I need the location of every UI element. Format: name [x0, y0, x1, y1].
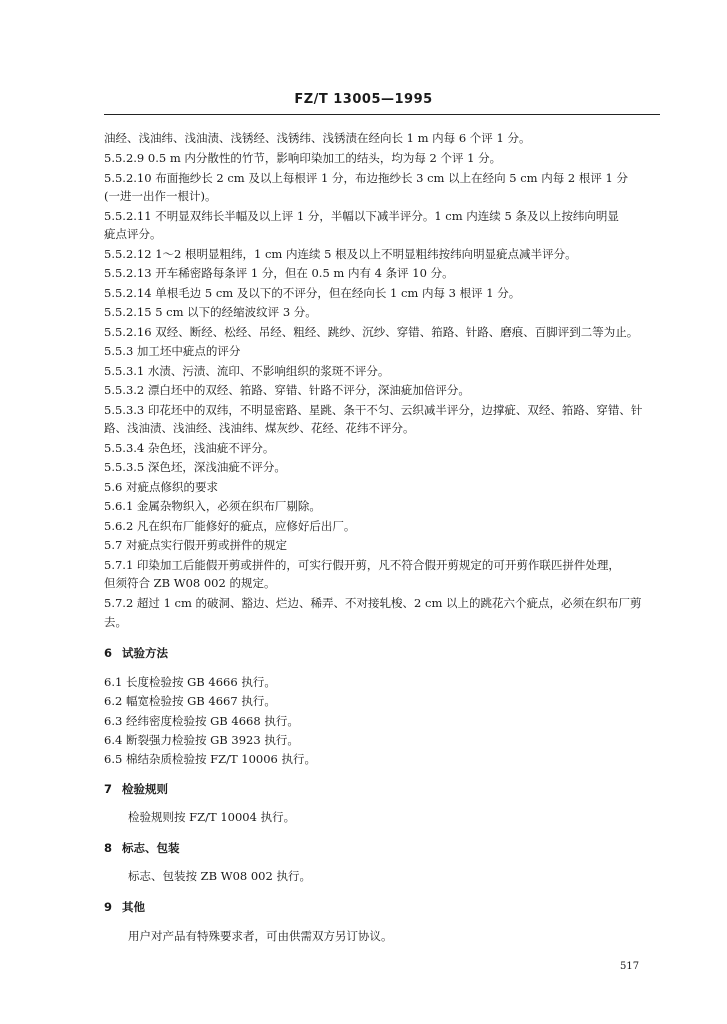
clause-5-5-2-12: 5.5.2.12 1～2 根明显粗纬，1 cm 内连续 5 根及以上不明显粗纬按纬向明显疵点减半评分。	[104, 247, 577, 261]
section-title: 检验规则	[122, 782, 169, 796]
section-number: 8	[104, 841, 113, 855]
clause-5-5-2-16: 5.5.2.16 双经、断经、松经、吊经、粗经、跳纱、沉纱、穿错、筘路、针路、磨痕、百脚评到二等为止。	[104, 325, 639, 339]
clause-5-7-1: 5.7.1 印染加工后能假开剪或拼件的，可实行假开剪，凡不符合假开剪规定的可开剪作联匹拼件处理，	[104, 558, 620, 572]
text-line: 油经、浅油纬、浅油渍、浅锈经、浅锈纬、浅锈渍在经向长 1 m 内每 6 个评 1 分。	[104, 131, 531, 145]
clause-6-1: 6.1 长度检验按 GB 4666 执行。	[104, 675, 276, 689]
section-7-heading	[104, 782, 664, 797]
clause-5-6-2: 5.6.2 凡在织布厂能修好的疵点，应修好后出厂。	[104, 519, 356, 533]
clause-5-5-3: 5.5.3 加工坯中疵点的评分	[104, 344, 241, 358]
standard-code-header: FZ/T 13005—1995	[294, 92, 433, 107]
text-line: 疵点评分。	[104, 227, 162, 241]
section-number: 7	[104, 782, 113, 796]
clause-5-5-3-1: 5.5.3.1 水渍、污渍、流印、不影响组织的浆斑不评分。	[104, 364, 390, 378]
clause-5-5-3-3: 5.5.3.3 印花坯中的双纬，不明显密路、星跳、条干不匀、云织减半评分，边撑疵、双经、筘路、穿错、针	[104, 403, 643, 417]
clause-5-6-1: 5.6.1 金属杂物织入，必须在织布厂剔除。	[104, 499, 321, 513]
text-line: (一进一出作一根计)。	[104, 189, 217, 203]
clause-5-6: 5.6 对疵点修织的要求	[104, 480, 218, 494]
text-line: 路、浅油渍、浅油经、浅油纬、煤灰纱、花经、花纬不评分。	[104, 421, 415, 435]
clause-6-5: 6.5 棉结杂质检验按 FZ/T 10006 执行。	[104, 752, 317, 766]
clause-5-5-2-10: 5.5.2.10 布面拖纱长 2 cm 及以上每根评 1 分，布边拖纱长 3 cm 以上在经向 5 cm 内每 2 根评 1 分	[104, 171, 628, 185]
section-number: 6	[104, 646, 113, 660]
clause-5-7: 5.7 对疵点实行假开剪或拼件的规定	[104, 538, 287, 552]
section-8-body: 标志、包装按 ZB W08 002 执行。	[128, 869, 311, 883]
section-8-heading	[104, 841, 664, 856]
clause-5-5-2-15: 5.5.2.15 5 cm 以下的经缩波纹评 3 分。	[104, 305, 317, 319]
clause-6-2: 6.2 幅宽检验按 GB 4667 执行。	[104, 694, 276, 708]
clause-5-5-2-11: 5.5.2.11 不明显双纬长半幅及以上评 1 分，半幅以下减半评分。1 cm 内连续 5 条及以上按纬向明显	[104, 209, 619, 223]
page-number: 517	[620, 961, 640, 972]
text-line: 去。	[104, 615, 127, 629]
section-title: 试验方法	[122, 646, 169, 660]
section-6-heading	[104, 646, 664, 661]
section-7-body: 检验规则按 FZ/T 10004 执行。	[128, 810, 296, 824]
section-9-body: 用户对产品有特殊要求者，可由供需双方另订协议。	[128, 929, 393, 943]
section-number: 9	[104, 900, 113, 914]
header-rule	[104, 114, 660, 115]
clause-5-5-2-14: 5.5.2.14 单根毛边 5 cm 及以下的不评分，但在经向长 1 cm 内每 3 根评 1 分。	[104, 286, 521, 300]
clause-6-3: 6.3 经纬密度检验按 GB 4668 执行。	[104, 714, 299, 728]
section-title: 标志、包装	[122, 841, 180, 855]
clause-5-5-3-4: 5.5.3.4 杂色坯，浅油疵不评分。	[104, 441, 275, 455]
clause-5-5-3-5: 5.5.3.5 深色坯，深浅油疵不评分。	[104, 460, 286, 474]
text-line: 但须符合 ZB W08 002 的规定。	[104, 576, 276, 590]
clause-5-5-3-2: 5.5.3.2 漂白坯中的双经、筘路、穿错、针路不评分，深油疵加倍评分。	[104, 383, 470, 397]
clause-6-4: 6.4 断裂强力检验按 GB 3923 执行。	[104, 733, 299, 747]
clause-5-5-2-13: 5.5.2.13 开车稀密路每条评 1 分，但在 0.5 m 内有 4 条评 10 分。	[104, 266, 454, 280]
section-title: 其他	[122, 900, 146, 914]
section-9-heading	[104, 900, 664, 915]
clause-5-5-2-9: 5.5.2.9 0.5 m 内分散性的竹节，影响印染加工的结头，均为每 2 个评 1 分。	[104, 151, 502, 165]
clause-5-7-2: 5.7.2 超过 1 cm 的破洞、豁边、烂边、稀弄、不对接轧梭、2 cm 以上的跳花六个疵点，必须在织布厂剪	[104, 596, 642, 610]
